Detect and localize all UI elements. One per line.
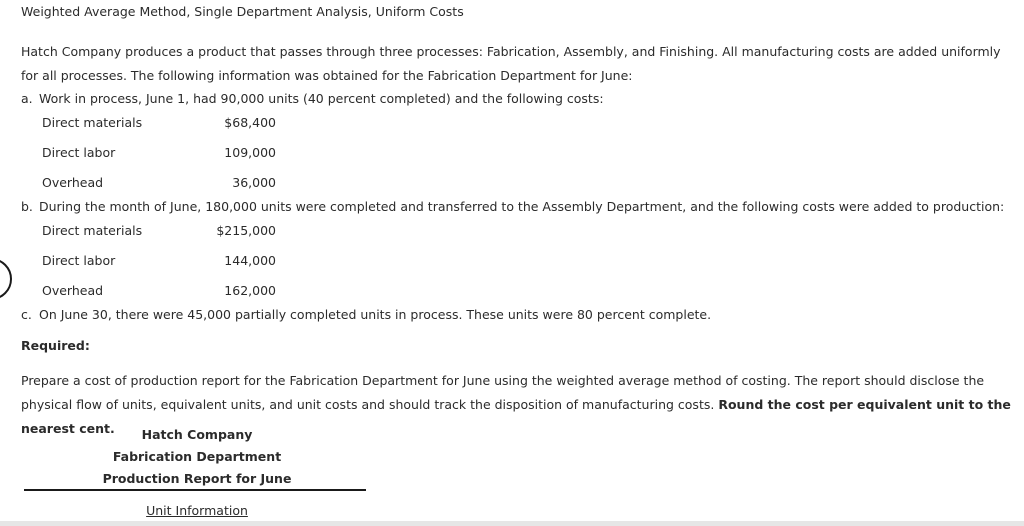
item-a-marker: a. [21,91,33,106]
item-b-cost-label: Direct labor [42,253,116,268]
required-text: Prepare a cost of production report for the Fabrication Department for June using the weighted average method of costing. The report should disclose the physical flow of units, equivalent units, and unit costs and should track the disposition of manufacturing costs. [21,373,985,412]
item-b-cost-value: $215,000 [216,223,276,238]
item-b-marker: b. [21,199,33,214]
item-c-text: On June 30, there were 45,000 partially completed units in process. These units were 80 percent complete. [39,307,712,322]
item-a-cost-value: 109,000 [224,145,276,160]
item-a-cost-label: Overhead [42,175,104,190]
item-a-cost-value: 36,000 [232,175,276,190]
report-department: Fabrication Department [112,449,282,464]
item-b-cost-label: Overhead [42,283,104,298]
required-heading: Required: [21,338,90,353]
item-b-text: During the month of June, 180,000 units were completed and transferred to the Assembly Department, and the following costs were added to production: [39,199,1005,214]
item-a-text: Work in process, June 1, had 90,000 units (40 percent completed) and the following costs: [39,91,604,106]
required-emphasis: Round the cost per equivalent unit to the nearest cent. [21,397,1011,436]
item-b-cost-value: 144,000 [224,253,276,268]
item-b [21,199,1004,214]
item-b-cost-value: 162,000 [224,283,276,298]
item-a-cost-label: Direct labor [42,145,116,160]
side-circle-control[interactable] [0,258,12,300]
item-b-cost-label: Direct materials [42,223,143,238]
bottom-scroll-track [0,521,1024,526]
report-header-rule [24,489,366,491]
unit-information-link[interactable]: Unit Information [146,503,248,518]
report-company: Hatch Company [141,427,253,442]
item-a-cost-label: Direct materials [42,115,143,130]
problem-intro: Hatch Company produces a product that passes through three processes: Fabrication, Assembly, and Finishing. All manufacturing costs are added uniformly for all processes. The following information was obtained for the Fabrication Department for June: [21,44,1001,83]
item-a [21,91,604,106]
report-title: Production Report for June [102,471,292,486]
item-a-cost-value: $68,400 [224,115,276,130]
item-c-marker: c. [21,307,32,322]
problem-title: Weighted Average Method, Single Department Analysis, Uniform Costs [21,4,464,19]
item-c [21,307,711,322]
